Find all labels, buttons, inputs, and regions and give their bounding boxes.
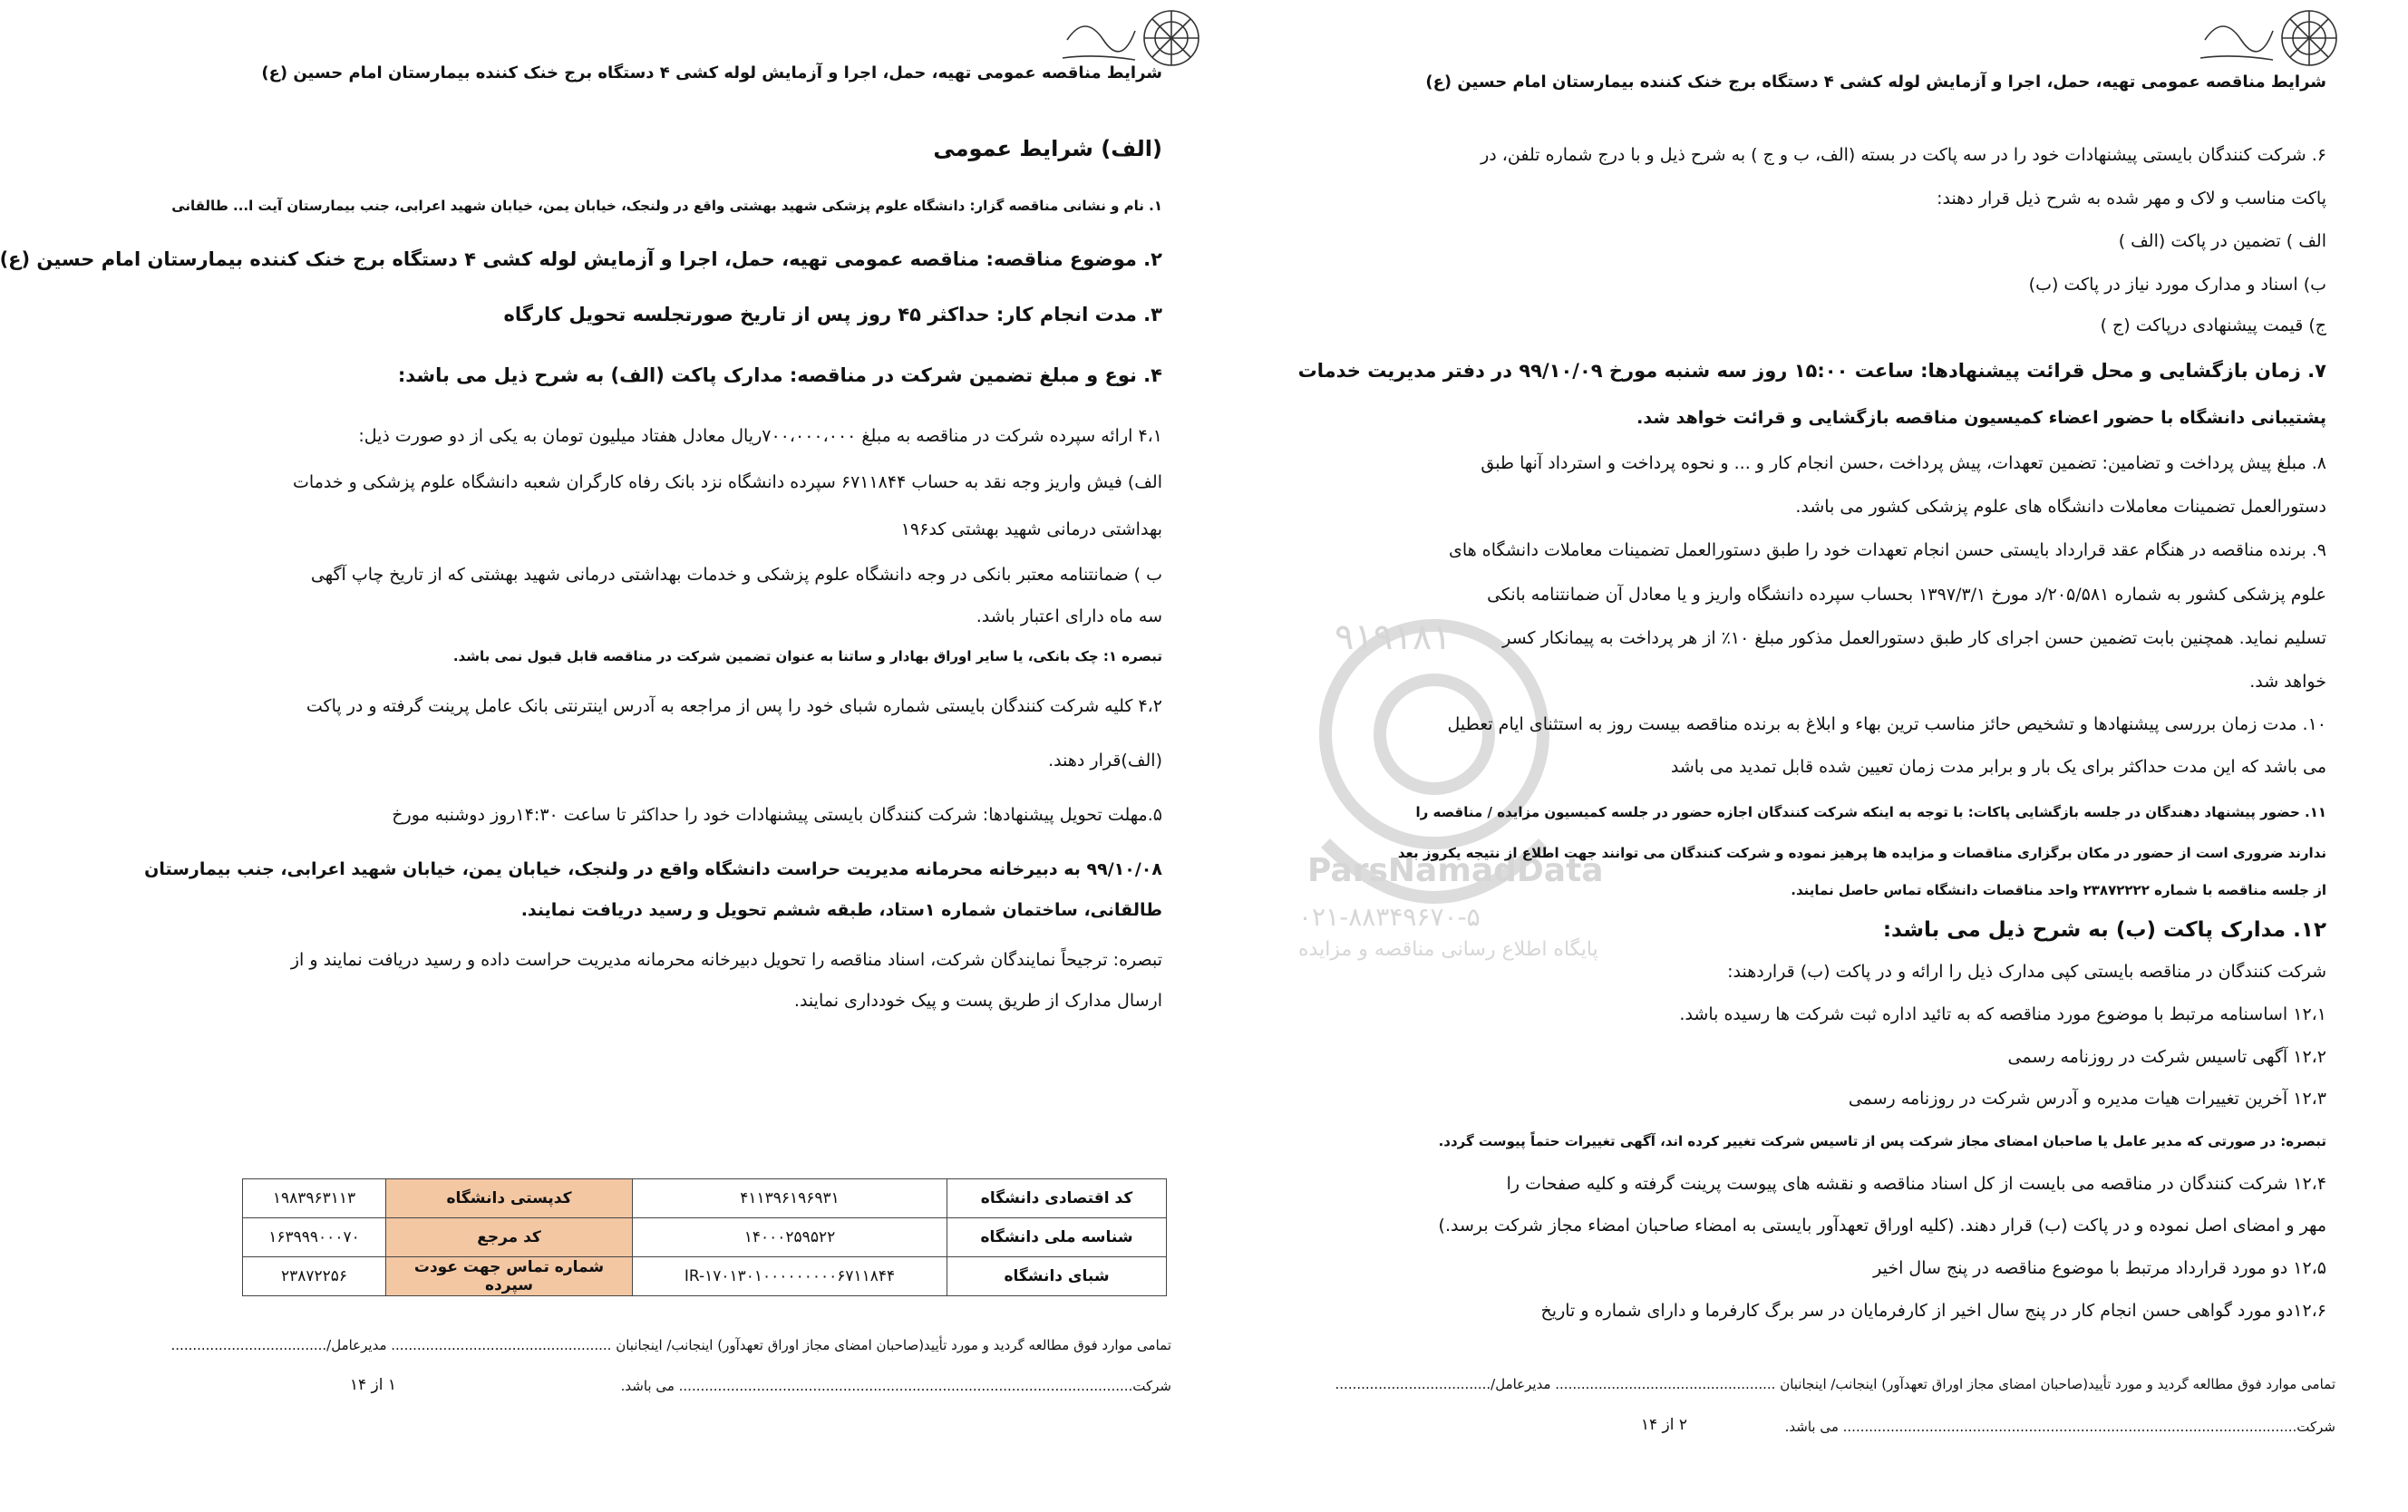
table-value: ۴۱۱۳۹۶۱۹۶۹۳۱ bbox=[633, 1179, 947, 1218]
item-11-line1: ۱۱. حضور پیشنهاد دهندگان در جلسه بازگشایی پاکات: با توجه به اینکه شرکت کنندگان اجازه حضور در جلسه کمیسیون مزایده / مناقصه را bbox=[1415, 804, 2326, 820]
note-1: تبصره ۱: چک بانکی، یا سایر اوراق بهادار و ساتنا به عنوان تضمین شرکت در مناقصه قابل قبول نمی باشد. bbox=[452, 648, 1162, 664]
page-number: ۲ از ۱۴ bbox=[1640, 1416, 1687, 1434]
item-12-5: ۱۲،۵ دو مورد قرارداد مرتبط با موضوع مناقصه در پنج سال اخیر bbox=[1873, 1258, 2326, 1278]
watermark-brand: ParsNamadData bbox=[1307, 852, 1604, 889]
item-7-line1: ۷. زمان بازگشایی و محل قرائت پیشنهادها: ساعت ۱۵:۰۰ روز سه شنبه مورخ ۹۹/۱۰/۰۹ در دفتر مدیریت خدمات bbox=[1297, 360, 2326, 382]
table-value: ۱۹۸۳۹۶۳۱۱۳ bbox=[243, 1179, 386, 1218]
item-12-6: ۱۲،۶دو مورد گواهی حسن انجام کار در پنج سال اخیر از کارفرمایان در سر برگ کارفرما و دارای شماره و تاریخ bbox=[1540, 1301, 2326, 1321]
item-5-line1: ۵.مهلت تحویل پیشنهادها: شرکت کنندگان بایستی پیشنهادات خود را حداکثر تا ساعت ۱۴:۳۰روز دوشنبه مورخ bbox=[392, 805, 1162, 825]
item-12-title: ۱۲. مدارک پاکت (ب) به شرح ذیل می باشد: bbox=[1882, 918, 2326, 942]
item-4-1-a-line1: الف) فیش واریز وجه نقد به حساب ۶۷۱۱۸۴۴ سپرده دانشگاه نزد بانک رفاه کارگران شعبه دانشگاه علوم پزشکی و خدمات bbox=[293, 472, 1162, 492]
item-5-line3: طالقانی، ساختمان شماره ۱ستاد، طبقه ششم تحویل و رسید دریافت نمایند. bbox=[520, 900, 1162, 920]
item-9-line2: علوم پزشکی کشور به شماره ۲۰۵/۵۸۱/د مورخ ۱۳۹۷/۳/۱ بحساب سپرده دانشگاه واریز و یا معادل آن ضمانتنامه بانکی bbox=[1487, 585, 2326, 605]
item-12-1: ۱۲،۱ اساسنامه مرتبط با موضوع مورد مناقصه که به تائید اداره ثبت شرکت ها رسیده باشد. bbox=[1679, 1004, 2326, 1024]
note-2-line2: ارسال مدارک از طریق پست و پیک خودداری نمایند. bbox=[793, 991, 1162, 1011]
table-label: شناسه ملی دانشگاه bbox=[947, 1218, 1167, 1257]
signature-line-1: تمامی موارد فوق مطالعه گردید و مورد تأیید(صاحبان امضای مجاز اوراق تعهدآور) اینجانب/ اینجانبان ................................................... مدیرعامل/.................................... bbox=[170, 1337, 1171, 1353]
item-12-4-line2: مهر و امضای اصل نموده و در پاکت (ب) قرار دهند. (کلیه اوراق تعهدآور بایستی به امضاء صاحبان امضاء مجاز شرکت برسد.) bbox=[1438, 1216, 2326, 1236]
item-8-line1: ۸. مبلغ پیش پرداخت و تضامین: تضمین تعهدات، پیش پرداخت ،حسن انجام کار و ... و نحوه پرداخت و استرداد آنها طبق bbox=[1481, 453, 2326, 473]
item-6-a: الف ) تضمین در پاکت (الف ) bbox=[2118, 231, 2326, 251]
item-12-intro: شرکت کنندگان در مناقصه بایستی کپی مدارک ذیل را ارائه و در پاکت (ب) قراردهند: bbox=[1727, 962, 2326, 982]
page-number: ۱ از ۱۴ bbox=[349, 1376, 396, 1394]
item-7-line2: پشتیبانی دانشگاه با حضور اعضاء کمیسیون مناقصه بازگشایی و قرائت خواهد شد. bbox=[1636, 408, 2326, 428]
item-3: ۳. مدت انجام کار: حداکثر ۴۵ روز پس از تاریخ صورتجلسه تحویل کارگاه bbox=[503, 304, 1162, 325]
item-4-1-a-line2: بهداشتی درمانی شهید بهشتی کد۱۹۶ bbox=[900, 519, 1162, 539]
item-6-line1: ۶. شرکت کنندگان بایستی پیشنهادات خود را در سه پاکت در بسته (الف، ب و ج ) به شرح ذیل و با درج شماره تلفن، در bbox=[1481, 145, 2326, 165]
item-12-4-line1: ۱۲،۴ شرکت کنندگان در مناقصه می بایست از کل اسناد مناقصه و نقشه های پیوست پرینت گرفته و کلیه صفحات را bbox=[1506, 1174, 2326, 1194]
signature-line-2: شرکت......................................................................................................... می باشد. bbox=[620, 1378, 1171, 1394]
item-10-line1: ۱۰. مدت زمان بررسی پیشنهادها و تشخیص حائز مناسب ترین بهاء و ابلاغ به برنده مناقصه بیست روز به استثنای ایام تعطیل bbox=[1447, 714, 2326, 734]
item-4-1-b-line2: سه ماه دارای اعتبار باشد. bbox=[976, 606, 1162, 626]
table-row bbox=[243, 1218, 1167, 1257]
item-9-line3: تسلیم نماید. همچنین بابت تضمین حسن اجرای کار طبق دستورالعمل مذکور مبلغ ۱۰٪ از هر پرداخت به پیمانکار کسر bbox=[1502, 628, 2326, 648]
watermark-fa: پایگاه اطلاع رسانی مناقصه و مزایده bbox=[1298, 938, 1598, 961]
item-1: ۱. نام و نشانی مناقصه گزار: دانشگاه علوم پزشکی شهید بهشتی واقع در ولنجک، خیابان یمن، خیابان شهید اعرابی، جنب بیمارستان آیت ا... طالقانی bbox=[171, 198, 1162, 214]
item-6-line2: پاکت مناسب و لاک و مهر شده به شرح ذیل قرار دهند: bbox=[1937, 189, 2326, 208]
table-label: شبای دانشگاه bbox=[947, 1257, 1167, 1296]
table-row bbox=[243, 1257, 1167, 1296]
document-header: شرایط مناقصه عمومی تهیه، حمل، اجرا و آزمایش لوله کشی ۴ دستگاه برج خنک کننده بیمارستان امام حسین (ع) bbox=[261, 63, 1162, 82]
page-2 bbox=[1297, 0, 2408, 1512]
note-2-line1: تبصره: ترجیحاً نمایندگان شرکت، اسناد مناقصه را تحویل دبیرخانه محرمانه مدیریت حراست داده و رسید دریافت نمایند و از bbox=[290, 950, 1162, 970]
item-9-line4: خواهد شد. bbox=[2249, 672, 2326, 692]
watermark-phone: ۰۲۱-۸۸۳۴۹۶۷۰-۵ bbox=[1298, 902, 1481, 932]
table-value: ۲۳۸۷۲۲۵۶ bbox=[243, 1257, 386, 1296]
item-12-3: ۱۲،۳ آخرین تغییرات هیات مدیره و آدرس شرکت در روزنامه رسمی bbox=[1848, 1089, 2326, 1109]
table-label: کد اقتصادی دانشگاه bbox=[947, 1179, 1167, 1218]
table-row bbox=[243, 1179, 1167, 1218]
item-4: ۴. نوع و مبلغ تضمین شرکت در مناقصه: مدارک پاکت (الف) به شرح ذیل می باشد: bbox=[397, 364, 1162, 386]
item-4-1: ۴،۱ ارائه سپرده شرکت در مناقصه به مبلغ ۷۰۰،۰۰۰،۰۰۰ریال معادل هفتاد میلیون تومان به یکی از دو صورت ذیل: bbox=[358, 426, 1162, 446]
watermark-code: ۹۱۹۱۸۱ bbox=[1335, 616, 1452, 658]
item-6-b: ب) اسناد و مدارک مورد نیاز در پاکت (ب) bbox=[2028, 275, 2326, 295]
item-10-line2: می باشد که این مدت حداکثر برای یک بار و برابر مدت زمان تعیین شده قابل تمدید می باشد bbox=[1670, 757, 2326, 777]
note-3: تبصره: در صورتی که مدیر عامل یا صاحبان امضای مجاز شرکت پس از تاسیس شرکت تغییر کرده اند، آگهی تغییرات حتماً پیوست گردد. bbox=[1438, 1133, 2326, 1149]
table-label: کد مرجع bbox=[386, 1218, 633, 1257]
item-4-1-b-line1: ب ) ضمانتنامه معتبر بانکی در وجه دانشگاه علوم پزشکی و خدمات بهداشتی درمانی شهید بهشتی که از تاریخ چاپ آگهی bbox=[310, 565, 1162, 585]
table-label: شماره تماس جهت عودت سپرده bbox=[386, 1257, 633, 1296]
table-value: IR-۱۷۰۱۳۰۱۰۰۰۰۰۰۰۰۰۶۷۱۱۸۴۴ bbox=[633, 1257, 947, 1296]
item-8-line2: دستورالعمل تضمینات معاملات دانشگاه های علوم پزشکی کشور می باشد. bbox=[1795, 497, 2326, 517]
item-12-2: ۱۲،۲ آگهی تاسیس شرکت در روزنامه رسمی bbox=[2007, 1047, 2326, 1067]
item-11-line2: ندارند ضروری است از حضور در مکان برگزاری مناقصات و مزایده ها پرهیز نموده و شرکت کنندگان می توانند جهت اطلاع از نتیجه یکروز بعد bbox=[1397, 845, 2326, 861]
item-4-2-line2: (الف)قرار دهند. bbox=[1048, 751, 1162, 771]
item-5-line2: ۹۹/۱۰/۰۸ به دبیرخانه محرمانه مدیریت حراست دانشگاه واقع در ولنجک، خیابان یمن، خیابان شهید اعرابی، جنب بیمارستان bbox=[144, 859, 1162, 879]
document-header: شرایط مناقصه عمومی تهیه، حمل، اجرا و آزمایش لوله کشی ۴ دستگاه برج خنک کننده بیمارستان امام حسین (ع) bbox=[1425, 73, 2326, 92]
section-title: (الف) شرایط عمومی bbox=[933, 136, 1162, 161]
item-6-c: ج) قیمت پیشنهادی درپاکت (ج ) bbox=[2100, 315, 2326, 335]
university-info-table bbox=[242, 1178, 1167, 1296]
table-value: ۱۴۰۰۰۲۵۹۵۲۲ bbox=[633, 1218, 947, 1257]
item-4-2-line1: ۴،۲ کلیه شرکت کنندگان بایستی شماره شبای خود را پس از مراجعه به آدرس اینترنتی بانک عامل پرینت گرفته و در پاکت bbox=[306, 696, 1162, 716]
signature-line-2: شرکت......................................................................................................... می باشد. bbox=[1784, 1419, 2335, 1435]
signature-line-1: تمامی موارد فوق مطالعه گردید و مورد تأیید(صاحبان امضای مجاز اوراق تعهدآور) اینجانب/ اینجانبان ................................................... مدیرعامل/.................................... bbox=[1335, 1376, 2335, 1392]
item-11-line3: از جلسه مناقصه با شماره ۲۳۸۷۲۲۲۲ واحد مناقصات دانشگاه تماس حاصل نمایند. bbox=[1791, 882, 2326, 898]
item-9-line1: ۹. برنده مناقصه در هنگام عقد قرارداد بایستی حسن انجام تعهدات خود را طبق دستورالعمل تضمینات معاملات دانشگاه های bbox=[1449, 540, 2326, 560]
table-value: ۱۶۳۹۹۹۰۰۰۷۰ bbox=[243, 1218, 386, 1257]
item-2: ۲. موضوع مناقصه: مناقصه عمومی تهیه، حمل، اجرا و آزمایش لوله کشی ۴ دستگاه برج خنک کننده بیمارستان امام حسین (ع) bbox=[0, 248, 1162, 270]
table-label: کدپستی دانشگاه bbox=[386, 1179, 633, 1218]
